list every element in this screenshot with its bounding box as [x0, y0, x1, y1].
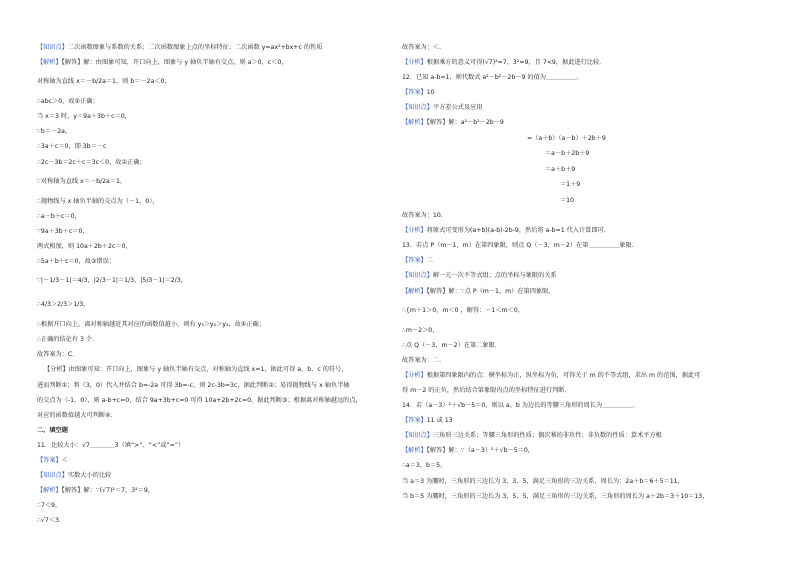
section-tag: 【解析】: [402, 447, 427, 455]
text-line: [402, 338, 758, 353]
text-line: [402, 85, 758, 100]
text-line: [37, 224, 382, 239]
text-line: [37, 483, 382, 498]
text-line: [37, 269, 382, 293]
section-tag: 【答案】: [402, 89, 427, 97]
section-tag: 【答案】: [402, 417, 427, 425]
equation-line: ＝1＋9: [560, 181, 581, 189]
line-text: 二: [426, 257, 433, 265]
text-line: [37, 239, 382, 254]
line-text: 当 a＝3 为腰时，三角形的三边长为 3、3、5，满足三角形的三边关系，周长为：2a＋b＝6＋5＝11，: [402, 477, 684, 485]
line-text: 故答案为：C.: [37, 351, 75, 359]
text-line: [37, 94, 382, 109]
line-text: ∴根据开口向上，离对称轴越近其对应的函数值越小，则有 y₃＞y₂＞y₁，故④正确；: [37, 321, 265, 329]
right-column: [402, 40, 758, 504]
line-text: ∴2c－3b＝2c＋c＝3c＜0，故②正确；: [37, 158, 146, 166]
text-line: [402, 474, 758, 489]
text-line: [402, 398, 758, 413]
text-line: [402, 413, 758, 428]
text-line: [37, 109, 382, 124]
section-tag: 【知识点】: [402, 272, 433, 280]
text-line: [402, 40, 758, 55]
text-line: [402, 368, 758, 383]
line-text: 【解答】解：a²－b²－2b－9: [426, 119, 504, 127]
line-text: ∴5a＋b＋c＝0，故③错误；: [37, 258, 115, 266]
line-text: 12．已知 a-b=1，则代数式 a²－b²－2b－9 的值为＿＿＿＿＿.: [402, 74, 579, 82]
section-tag: 【知识点】: [402, 432, 433, 440]
text-line: [402, 115, 758, 130]
line-text: ∴a＝3，b＝5，: [402, 462, 447, 470]
text-line: [37, 378, 382, 393]
text-line: [402, 323, 758, 338]
text-line: [402, 55, 758, 70]
line-text: 13．若点 P（m－1，m）在第四象限，则点 Q（－3，m－2）在第＿＿＿＿＿象限.: [402, 242, 634, 250]
line-text: ∴abc＞0，故①正确；: [37, 98, 99, 106]
line-text: 对称轴为直线 x＝－b/2a＝1，则 b＝－2a＜0，: [37, 78, 171, 86]
section-tag: 【知识点】: [402, 104, 433, 112]
text-line: [37, 453, 382, 468]
line-text: ∴m－2＞0，: [402, 326, 439, 334]
line-text: 故答案为：＜.: [402, 44, 442, 51]
text-line: [402, 238, 758, 253]
line-text: ∴7＜9，: [37, 502, 62, 510]
text-line: [37, 438, 382, 453]
line-text: 根据第四象限内的点：横坐标为正，纵坐标为负，可得关于 m 的不等式组，求出 m 的范围，据此可: [426, 371, 701, 379]
line-text: 14．若（a－3）²＋√b－5＝0，则以 a、b 为边长的等腰三角形的周长为＿＿＿＿＿.: [402, 402, 636, 410]
section-tag: 【答案】: [402, 257, 427, 265]
line-text: ＜: [61, 456, 68, 464]
equation-block: [402, 131, 758, 209]
line-text: 11．比较大小：√7＿＿＿＿3（填“>”、“<”或“=”）: [37, 441, 185, 449]
text-line: [37, 40, 382, 55]
line-text: ∴点 Q（－3，m－2）在第二象限.: [402, 341, 497, 349]
line-text: 【解答】解：由图象可知，开口向上，图象与 y 轴负半轴有交点，则 a＞0，c＜0，: [61, 59, 288, 67]
line-text: 当 x＝3 时，y＝9a＋3b＋c＝0，: [37, 113, 131, 121]
text-line: [37, 209, 382, 224]
text-line: [402, 443, 758, 458]
left-column: [37, 40, 382, 528]
line-text: ∵b＝－2a，: [37, 128, 72, 136]
line-text: 两式相加，则 10a＋2b＋2c＝0，: [37, 242, 132, 250]
text-line: [37, 194, 382, 209]
section-tag: 【解析】: [402, 287, 427, 295]
text-line: [402, 253, 758, 268]
section-tag: 【知识点】: [37, 472, 68, 480]
line-text: 对应的函数值越大可判断④.: [37, 411, 113, 419]
line-text: ∴{m＋1＞0，m＜0 ，解得：－1＜m＜0，: [402, 306, 524, 314]
text-line: [37, 155, 382, 170]
text-line: [37, 513, 382, 528]
section-tag: 【分析】: [402, 371, 427, 379]
line-text: 二、填空题: [37, 426, 68, 434]
text-line: [402, 428, 758, 443]
text-line: [402, 353, 758, 368]
line-text: 二次函数图象与系数的关系；二次函数图象上点的坐标特征；二次函数 y=ax²+bx+c 的性质: [67, 44, 323, 51]
section-tag: 【解析】: [402, 119, 427, 127]
line-text: 当 b＝5 为腰时，三角形的三边长为 3、5、5，满足三角形的三边关系，三角形的周长为 a＋2b＝3＋10＝13，: [402, 492, 709, 500]
equation-line: ＝a－b＋2b＋9: [545, 150, 590, 158]
line-text: ∴3a＋c＝0，即 3b＝－c: [37, 143, 107, 151]
equation-line: =（a＋b）（a－b）＋2b＋9: [527, 134, 606, 142]
line-text: 实数大小的比较: [67, 472, 112, 480]
line-text: 故答案为：二.: [402, 356, 442, 364]
line-text: ∴正确的结论有 3 个.: [37, 336, 95, 344]
text-line: [402, 100, 758, 115]
text-line: [402, 223, 758, 238]
text-line: [402, 458, 758, 473]
section-tag: 【解析】: [37, 487, 62, 495]
line-text: 【分析】由图象可知：开口向上，图象与 y 轴负半轴有交点，对称轴为直线 x=1，据此可得 a、b、c 的符号，: [44, 366, 348, 374]
text-line: [402, 299, 758, 323]
section-tag: 【分析】: [402, 227, 427, 235]
text-line: [402, 489, 758, 504]
text-line: [37, 293, 382, 317]
line-text: 的交点为（-1，0），则 a-b+c=0，结合 9a+3b+c=0 可得 10a+2b+2c=0，据此判断③；根据离对称轴越远的点，: [37, 396, 362, 404]
line-text: ∵对称轴为直线 x＝－b/2a＝1，: [37, 177, 127, 185]
line-text: 【解答】解：∵(√7)²＝7，3²＝9，: [61, 487, 154, 495]
section-tag: 【分析】: [402, 59, 427, 67]
line-text: ∵|－1/3－1|＝4/3，|2/3－1|＝1/3，|5/3－1|＝2/3，: [37, 277, 187, 285]
line-text: 11 或 13: [426, 417, 453, 425]
text-line: [37, 347, 382, 362]
line-text: ∴a－b＋c＝0，: [37, 212, 81, 220]
text-line: [37, 70, 382, 94]
line-text: ∴4/3＞2/3＞1/3，: [37, 301, 90, 309]
text-line: [402, 208, 758, 223]
section-tag: 【解析】: [37, 59, 62, 67]
text-line: [37, 332, 382, 347]
text-line: [402, 383, 758, 398]
line-text: 解一元一次不等式组；点的坐标与象限的关系: [432, 272, 557, 280]
equation-line: ＝10: [560, 196, 575, 204]
section-tag: 【知识点】: [37, 44, 68, 51]
text-line: [37, 139, 382, 154]
text-line: [402, 70, 758, 85]
section-tag: 【答案】: [37, 456, 62, 464]
text-line: [402, 268, 758, 283]
line-text: 【解答】解：∵（a－3）²＋√b－5＝0，: [426, 447, 534, 455]
text-line: [402, 284, 758, 299]
line-text: 进而判断①；将（3，0）代入并结合 b=-2a 可得 3b=-c，则 2c-3b=3c，据此判断②；易得抛物线与 x 轴负半轴: [37, 381, 350, 389]
line-text: ∴√7＜3.: [37, 517, 61, 525]
line-text: 将原式可变形为(a+b)(a-b)-2b-9，然后将 a-b=1 代入计算即可.: [426, 227, 606, 235]
text-line: [37, 498, 382, 513]
text-line: [37, 55, 382, 70]
line-text: 得 m－2 的正负，然后结合第象限内点的坐标特征进行判断.: [402, 387, 567, 394]
line-text: ∴抛物线与 x 轴负半轴的交点为（－1，0），: [37, 197, 159, 205]
text-line: [37, 468, 382, 483]
text-line: [37, 393, 382, 408]
text-line: [37, 124, 382, 139]
text-line: [37, 170, 382, 194]
text-line: [37, 254, 382, 269]
line-text: 【解答】解：∵点 P（m－1，m）在第四象限，: [426, 287, 555, 295]
section-heading: [37, 423, 382, 438]
line-text: 根据乘方的意义可得(√7)²=7，3²=9，且 7<9，据此进行比较.: [426, 59, 602, 67]
line-text: ∵9a＋3b＋c＝0，: [37, 227, 89, 235]
equation-line: ＝a＋b＋9: [545, 165, 576, 173]
text-line: [37, 408, 382, 423]
line-text: 10: [426, 89, 435, 97]
line-text: 平方差公式及应用: [432, 104, 483, 112]
text-line: [37, 362, 382, 377]
line-text: 故答案为：10.: [402, 212, 443, 220]
line-text: 三角形三边关系；等腰三角形的性质；偶次幂的非负性；非负数的性质：算术平方根: [432, 432, 662, 440]
text-line: [37, 317, 382, 332]
